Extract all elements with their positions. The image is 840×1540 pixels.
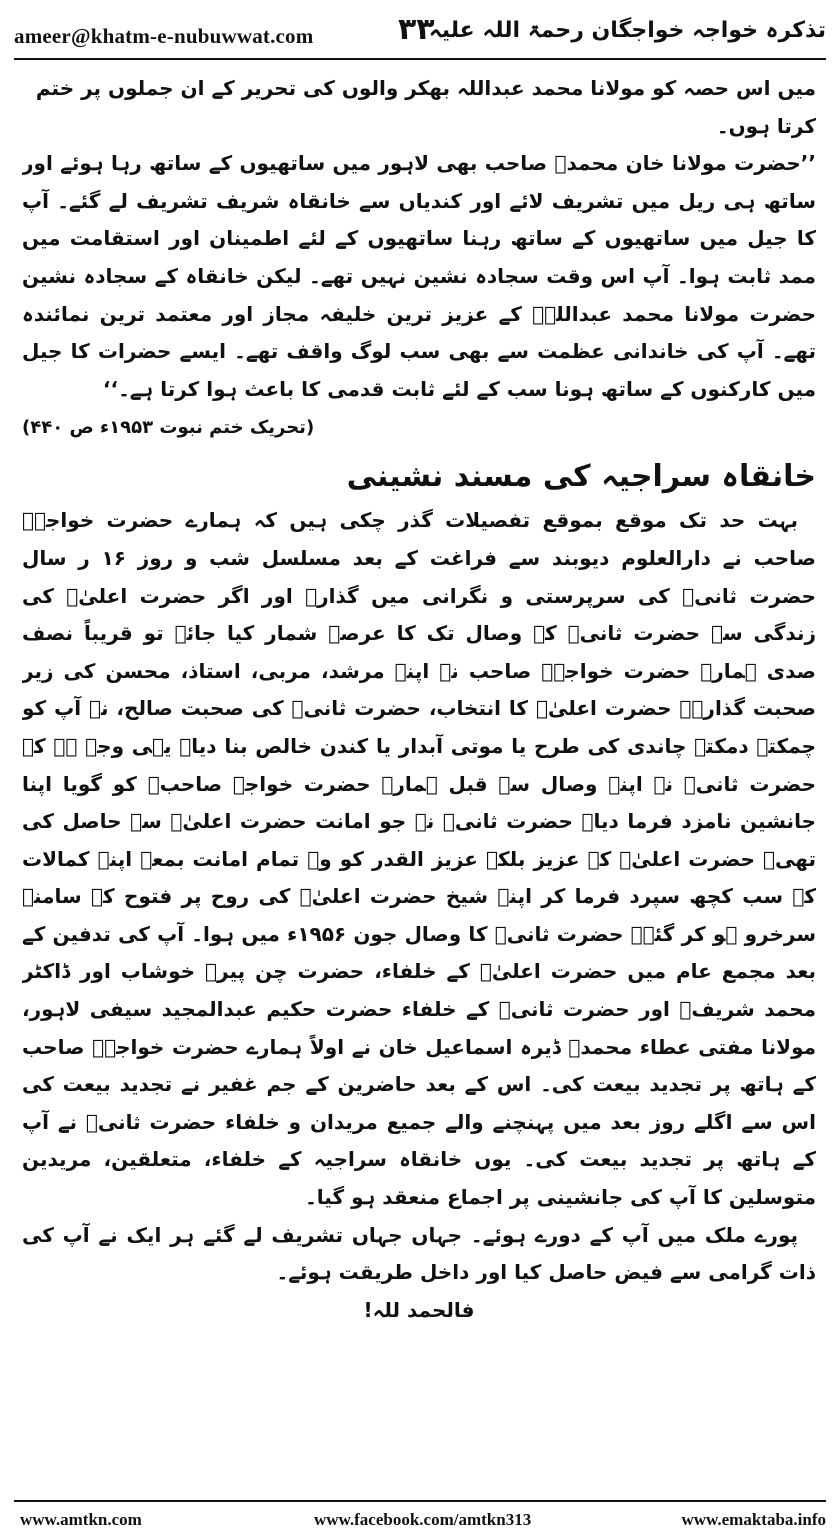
- section-heading: خانقاہ سراجیہ کی مسند نشینی: [346, 459, 816, 495]
- intro-paragraph: میں اس حصہ کو مولانا محمد عبداللہ بھکر والوں کی تحریر کے ان جملوں پر ختم کرتا ہوں۔: [35, 76, 816, 138]
- footer-divider: [14, 1500, 826, 1502]
- body-paragraph: بہت حد تک موقع بموقع تفصیلات گذر چکی ہیں کہ ہمارے حضرت خواجہؒ صاحب نے دارالعلوم دیوبند سے فراغت کے بعد مسلسل شب و روز ۱۶ ر سال حضرت ثانیؒ کی سرپرستی و نگرانی میں گذارے اور اگر حضرت اعلیٰؒ کی زندگی سے حضرت ثانیؒ کے وصال تک کا عرصہ شمار کیا جائے تو قریباً نصف صدی ہمارے حضرت خواجہؒ صاحب نے اپنے مرشد، مربی، استاذ، محسن کی زیر صحبت گذارے۔ حضرت اعلیٰؒ کا انتخاب، حضرت ثانیؒ کی صحبت صالح، نے آپ کو چمکتے دمکتے چاندی کی طرح یا موتی آبدار یا کندن خالص بنا دیا۔ یہی وجہ ہے کہ حضرت ثانیؒ نے اپنے وصال سے قبل ہمارے حضرت خواجہ صاحبؒ کو گویا اپنا جانشین نامزد فرما دیا۔ حضرت ثانیؒ نے جو امانت حضرت اعلیٰؒ سے حاصل کی تھی۔ حضرت اعلیٰؒ کے عزیز بلکہ عزیز القدر کو وہ تمام امانت بمعہ اپنے کمالات کے سب کچھ سپرد فرما کر اپنے شیخ حضرت اعلیٰؒ کی روح پر فتوح کے سامنے سرخرو ہو کر گئے۔ حضرت ثانیؒ کا وصال جون ۱۹۵۶ء میں ہوا۔ آپ کی تدفین کے بعد مجمع عام میں حضرت اعلیٰؒ کے خلفاء، حضرت چن پیرؒ خوشاب اور ڈاکٹر محمد شریفؒ اور حضرت ثانیؒ کے خلفاء حضرت حکیم عبدالمجید سیفی لاہور، مولانا مفتی عطاء محمدؒ ڈیرہ اسماعیل خان نے اولاً ہمارے حضرت خواجہؒ صاحب کے ہاتھ پر تجدید بیعت کی۔ اس کے بعد حاضرین کے جم غفیر نے تجدید بیعت کی اس سے اگلے روز بعد میں پہنچنے والے جمیع مریدان و خلفاء حضرت ثانیؒ نے آپ کے ہاتھ پر تجدید بیعت کی۔ یوں خانقاہ سراجیہ کے خلفاء، متعلقین، مریدین متوسلین کا آپ کی جانشینی پر اجماع منعقد ہو گیا۔: [22, 508, 816, 1210]
- header-email: ameer@khatm-e-nubuwwat.com: [14, 24, 314, 48]
- page-header: [14, 12, 826, 60]
- footer-link-amtkn[interactable]: www.amtkn.com: [20, 1510, 142, 1529]
- closing-exclamation: فالحمد للہ!: [363, 1297, 475, 1322]
- footer-link-emaktaba[interactable]: www.emaktaba.info: [681, 1510, 826, 1529]
- book-title: تذکرہ خواجہ خواجگان رحمۃ اللہ علیہ: [428, 18, 826, 43]
- footer-link-facebook[interactable]: www.facebook.com/amtkn313: [314, 1510, 532, 1529]
- closing-paragraph: پورے ملک میں آپ کے دورے ہوئے۔ جہاں جہاں تشریف لے گئے ہر ایک نے آپ کی ذات گرامی سے فیض حاصل کیا اور داخل طریقت ہوئے۔: [22, 1222, 816, 1285]
- citation: (تحریک ختم نبوت ۱۹۵۳ء ص ۴۴۰): [22, 417, 315, 439]
- page-footer: [14, 1508, 826, 1536]
- quote-paragraph: ’’حضرت مولانا خان محمدؒ صاحب بھی لاہور میں ساتھیوں کے ساتھ رہا ہوئے اور ساتھ ہی ریل میں تشریف لائے اور کندیاں سے خانقاہ شریف تشریف لے گئے۔ آپ کا جیل میں ساتھیوں کے ساتھ رہنا ساتھیوں کے لئے اطمینان اور استقامت میں ممد ثابت ہوا۔ آپ اس وقت سجادہ نشین نہیں تھے۔ لیکن خانقاہ کے سجادہ نشین حضرت مولانا محمد عبداللہؒ کے عزیز ترین خلیفہ مجاز اور معتمد ترین نمائندہ تھے۔ آپ کی خاندانی عظمت سے بھی سب لوگ واقف تھے۔ ایسے حضرات کا جیل میں کارکنوں کے ساتھ ہونا سب کے لئے ثابت قدمی کا باعث ہوا کرتا ہے۔‘‘: [22, 151, 816, 401]
- page-body: [22, 70, 816, 1490]
- header-divider: [14, 58, 826, 60]
- page-number: ۳۳: [398, 12, 435, 47]
